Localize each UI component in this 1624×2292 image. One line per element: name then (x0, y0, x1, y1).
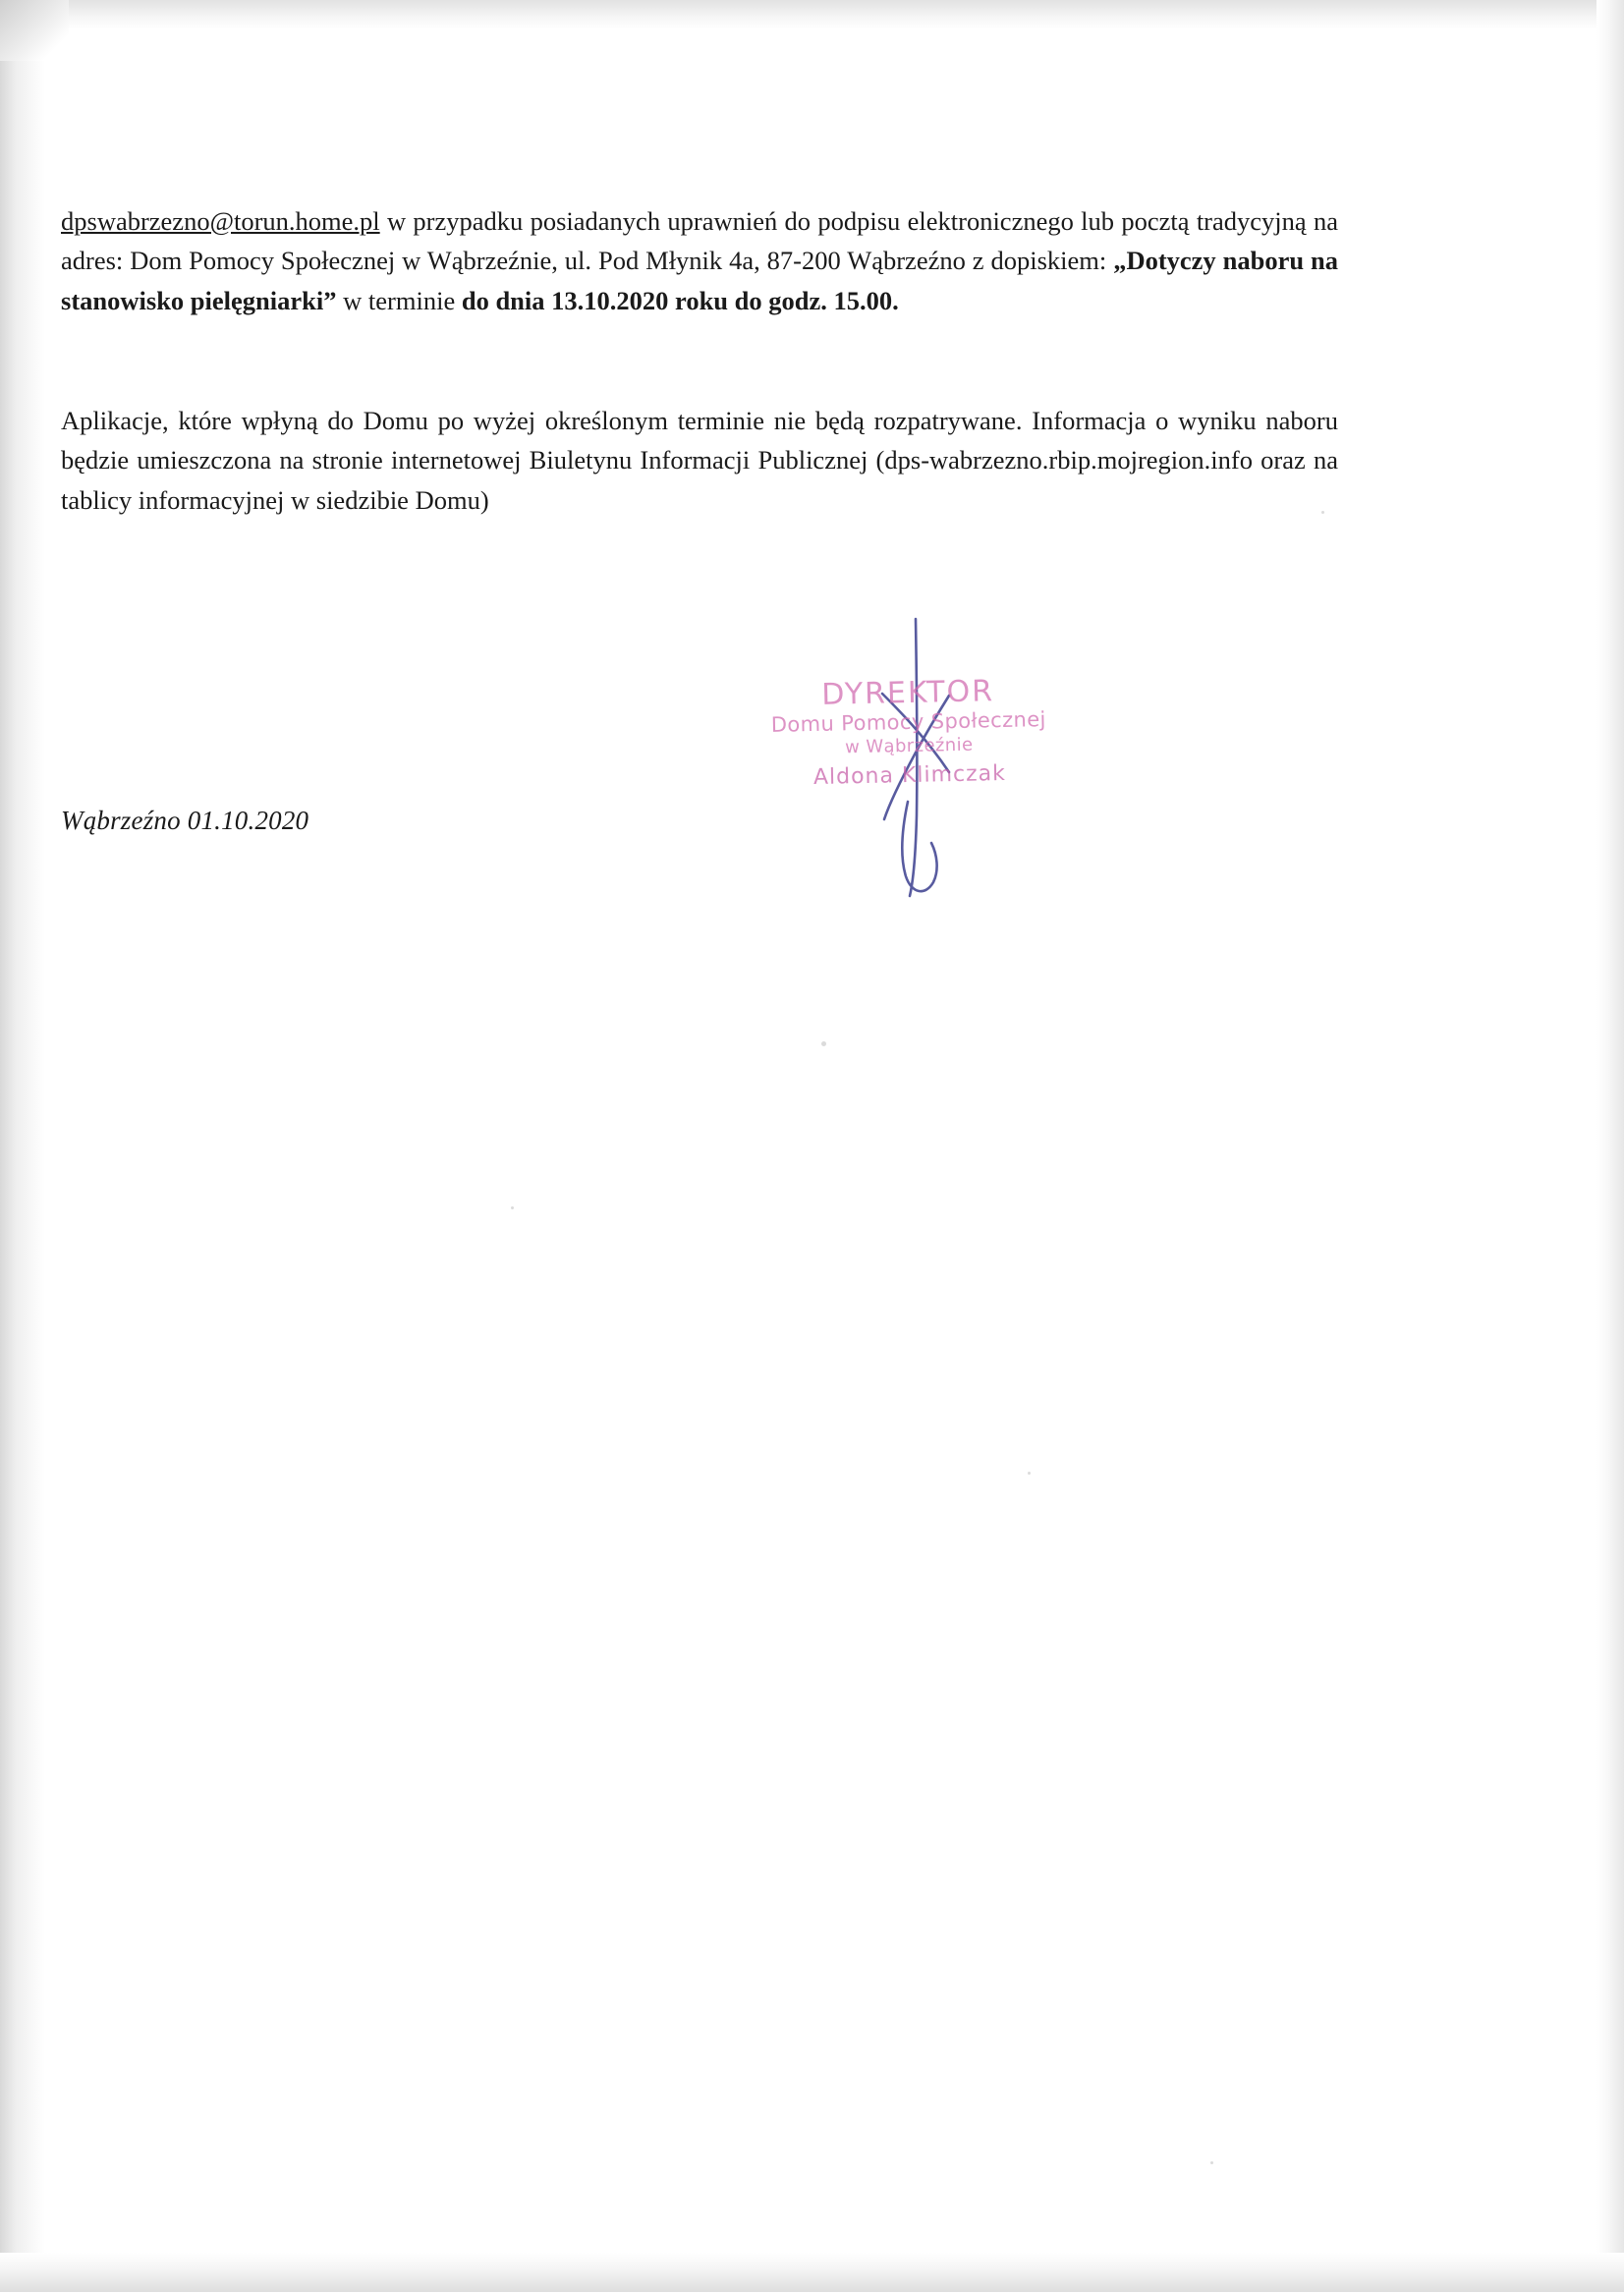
paragraph-1-segment-1: w przypadku posiadanych uprawnień do podpisu elektronicznego lub pocztą tradycyjną na adres: Dom Pomocy Społecznej w Wąbrzeźnie, ul. Pod Młynik 4a, 87-200 Wąbrzeźno z dopiskiem: (61, 206, 1338, 276)
place-and-date: Wąbrzeźno 01.10.2020 (61, 806, 309, 835)
paragraph-results-notice (61, 401, 1338, 520)
scan-speck (821, 1041, 826, 1046)
paragraph-1-segment-3: w terminie (336, 285, 462, 315)
handwritten-signature (806, 609, 1041, 914)
stamp-line-title: DYREKTOR (820, 674, 995, 712)
page-corner-fold (0, 0, 69, 61)
scan-speck (511, 1206, 514, 1209)
scan-edge-bottom (0, 2253, 1624, 2292)
scan-speck (1028, 1472, 1031, 1475)
paragraph-text: Aplikacje, które wpłyną do Domu po wyżej określonym terminie nie będą rozpatrywane. Informacja o wyniku naboru będzie umieszczona na stronie internetowej Biuletynu Informacji Publicznej (dps-wabrzezno.rbip.mojregion.info oraz na tablicy informacyjnej w siedzibie Domu) (61, 406, 1338, 515)
paragraph-1-deadline: do dnia 13.10.2020 roku do godz. 15.00. (461, 285, 899, 315)
scan-edge-left (0, 0, 45, 2292)
scan-edge-top (0, 0, 1624, 29)
scan-speck (1321, 511, 1324, 514)
scan-edge-right (1596, 0, 1624, 2292)
paragraph-text (61, 201, 1338, 320)
stamp-line-institution: Domu Pomocy Społecznej (770, 706, 1047, 737)
stamp-line-name: Aldona Klimczak (812, 761, 1007, 791)
scan-speck (1210, 2161, 1213, 2164)
director-stamp (746, 675, 1072, 790)
paragraph-application-submission (61, 201, 1338, 320)
email-link[interactable]: dpswabrzezno@torun.home.pl (61, 206, 380, 236)
stamp-line-location: w Wąbrzeźnie (844, 734, 974, 758)
paragraph-1-quoted-position: „Dotyczy naboru na stanowisko pielęgniarki” (61, 246, 1339, 315)
